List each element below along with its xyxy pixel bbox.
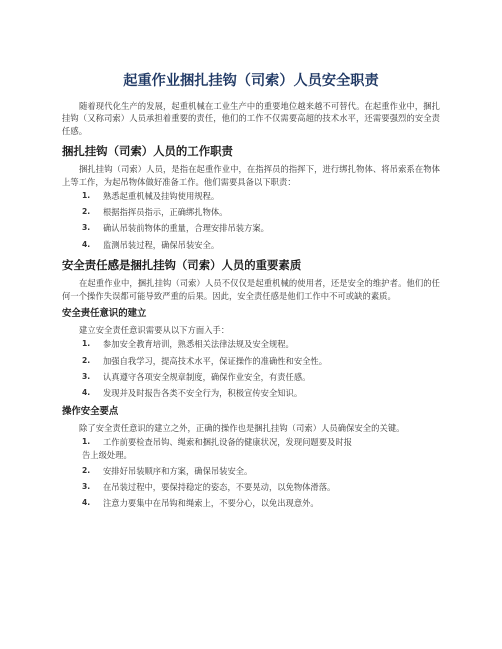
list-item-number: 4. xyxy=(82,387,91,397)
list-item-number: 1. xyxy=(82,436,91,446)
list-item-number: 2. xyxy=(82,355,91,365)
section2-heading: 安全责任感是捆扎挂钩（司索）人员的重要素质 xyxy=(62,258,302,273)
section1-paragraph: 捆扎挂钩（司索）人员，是指在起重作业中，在指挥员的指挥下，进行绑扎物体、将吊索系在物体上等工作，为起吊物体做好准备工作。他们需要具备以下职责： xyxy=(62,164,440,187)
list-item xyxy=(62,497,440,510)
section4-heading: 操作安全要点 xyxy=(62,405,119,417)
list-item-text: 发现并及时报告各类不安全行为，积极宣传安全知识。 xyxy=(103,387,303,398)
list-item xyxy=(62,387,440,400)
list-item xyxy=(62,481,440,494)
list-item-number: 3. xyxy=(82,371,91,381)
list-item-number: 2. xyxy=(82,465,91,475)
intro-paragraph: 随着现代化生产的发展，起重机械在工业生产中的重要地位越来越不可替代。在起重作业中，捆扎挂钩（又称司索）人员承担着重要的责任，他们的工作不仅需要高超的技术水平，还需要强烈的安全责任感。 xyxy=(62,101,440,136)
list-item-text: 在吊装过程中，要保持稳定的姿态，不要晃动，以免物体滑落。 xyxy=(103,481,336,492)
section4-list xyxy=(62,436,440,510)
list-item xyxy=(62,436,440,461)
list-item-text: 监测吊装过程，确保吊装安全。 xyxy=(103,239,220,250)
list-item-number: 1. xyxy=(82,339,91,349)
list-item xyxy=(62,190,440,203)
list-item xyxy=(62,206,440,219)
section1-list xyxy=(62,190,440,251)
list-item-number: 2. xyxy=(82,207,91,217)
list-item xyxy=(62,371,440,384)
list-item-text: 工作前要检查吊钩、绳索和捆扎设备的健康状况，发现问题要及时报 xyxy=(103,436,352,447)
list-item xyxy=(62,465,440,478)
section3-paragraph: 建立安全责任意识需要从以下方面入手： xyxy=(79,325,230,335)
list-item-number: 1. xyxy=(82,191,91,201)
list-item-text: 参加安全教育培训，熟悉相关法律法规及安全规程。 xyxy=(103,339,294,350)
list-item-text: 确认吊装前物体的重量，合理安排吊装方案。 xyxy=(103,223,269,234)
list-item-text: 注意力要集中在吊钩和绳索上，不要分心，以免出现意外。 xyxy=(103,498,319,509)
list-item-text: 熟悉起重机械及挂钩使用规程。 xyxy=(103,191,220,202)
list-item-text: 根据指挥员指示，正确绑扎物体。 xyxy=(103,207,228,218)
list-item-text: 认真遵守各项安全规章制度，确保作业安全，有责任感。 xyxy=(103,371,311,382)
section3-heading: 安全责任意识的建立 xyxy=(62,308,147,319)
list-item-number: 3. xyxy=(82,481,91,491)
document-title: 起重作业捆扎挂钩（司索）人员安全职责 xyxy=(123,73,379,89)
list-item-text: 加强自我学习，提高技术水平，保证操作的准确性和安全性。 xyxy=(103,355,328,366)
list-item xyxy=(62,355,440,368)
section2-paragraph: 在起重作业中，捆扎挂钩（司索）人员不仅仅是起重机械的使用者，还是安全的维护者。他们的任何一个操作失误都可能导致严重的后果。因此，安全责任感是他们工作中不可或缺的素质。 xyxy=(62,278,440,301)
list-item xyxy=(62,338,440,351)
list-item-number: 4. xyxy=(82,239,91,249)
list-item-continuation: 告上级处理。 xyxy=(82,449,132,460)
list-item-number: 4. xyxy=(82,498,91,508)
list-item xyxy=(62,239,440,252)
document-page xyxy=(62,72,440,513)
section4-paragraph: 除了安全责任意识的建立之外，正确的操作也是捆扎挂钩（司索）人员确保安全的关键。 xyxy=(79,422,405,433)
list-item-number: 3. xyxy=(82,223,91,233)
list-item xyxy=(62,222,440,235)
list-item-text: 安排好吊装顺序和方案，确保吊装安全。 xyxy=(103,465,253,476)
section1-heading: 捆扎挂钩（司索）人员的工作职责 xyxy=(62,144,233,159)
section3-list xyxy=(62,338,440,399)
